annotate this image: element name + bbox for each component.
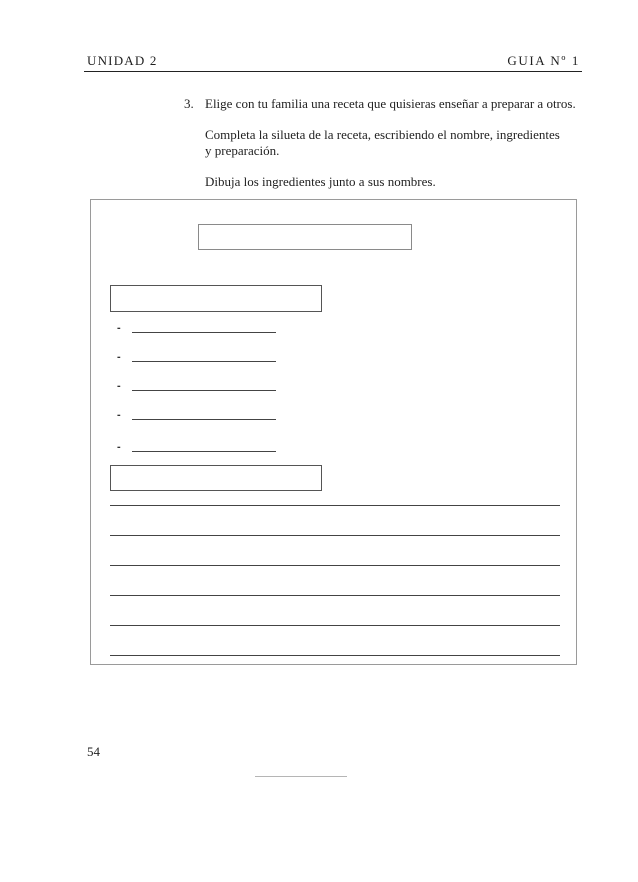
instruction-draw-ingredients: Dibuja los ingredientes junto a sus nombres. xyxy=(205,174,436,189)
instruction-complete-recipe: Completa la silueta de la receta, escribiendo el nombre, ingredientes y preparación. xyxy=(205,127,560,158)
preparation-line-4[interactable] xyxy=(110,595,560,596)
ingredient-bullet: - xyxy=(117,322,121,334)
ingredient-bullet: - xyxy=(117,409,121,421)
ingredient-line-2[interactable] xyxy=(132,361,276,362)
unit-label: UNIDAD 2 xyxy=(87,53,158,68)
question-number: 3. xyxy=(184,96,194,111)
preparation-line-3[interactable] xyxy=(110,565,560,566)
preparation-line-6[interactable] xyxy=(110,655,560,656)
preparation-line-1[interactable] xyxy=(110,505,560,506)
ingredient-line-4[interactable] xyxy=(132,419,276,420)
question-text: Elige con tu familia una receta que quisieras enseñar a preparar a otros. xyxy=(205,96,576,111)
ingredient-line-3[interactable] xyxy=(132,390,276,391)
ingredient-bullet: - xyxy=(117,380,121,392)
ingredient-bullet: - xyxy=(117,351,121,363)
guide-label: GUIA Nº 1 xyxy=(507,53,580,68)
recipe-name-box[interactable] xyxy=(198,224,412,250)
ingredient-bullet: - xyxy=(117,441,121,453)
preparation-heading-box[interactable] xyxy=(110,465,322,491)
header-divider xyxy=(84,71,582,72)
ingredients-heading-box[interactable] xyxy=(110,285,322,312)
ingredient-line-1[interactable] xyxy=(132,332,276,333)
page-number: 54 xyxy=(87,744,100,759)
ingredient-line-5[interactable] xyxy=(132,451,276,452)
preparation-line-2[interactable] xyxy=(110,535,560,536)
scan-artifact-line xyxy=(255,776,347,777)
preparation-line-5[interactable] xyxy=(110,625,560,626)
